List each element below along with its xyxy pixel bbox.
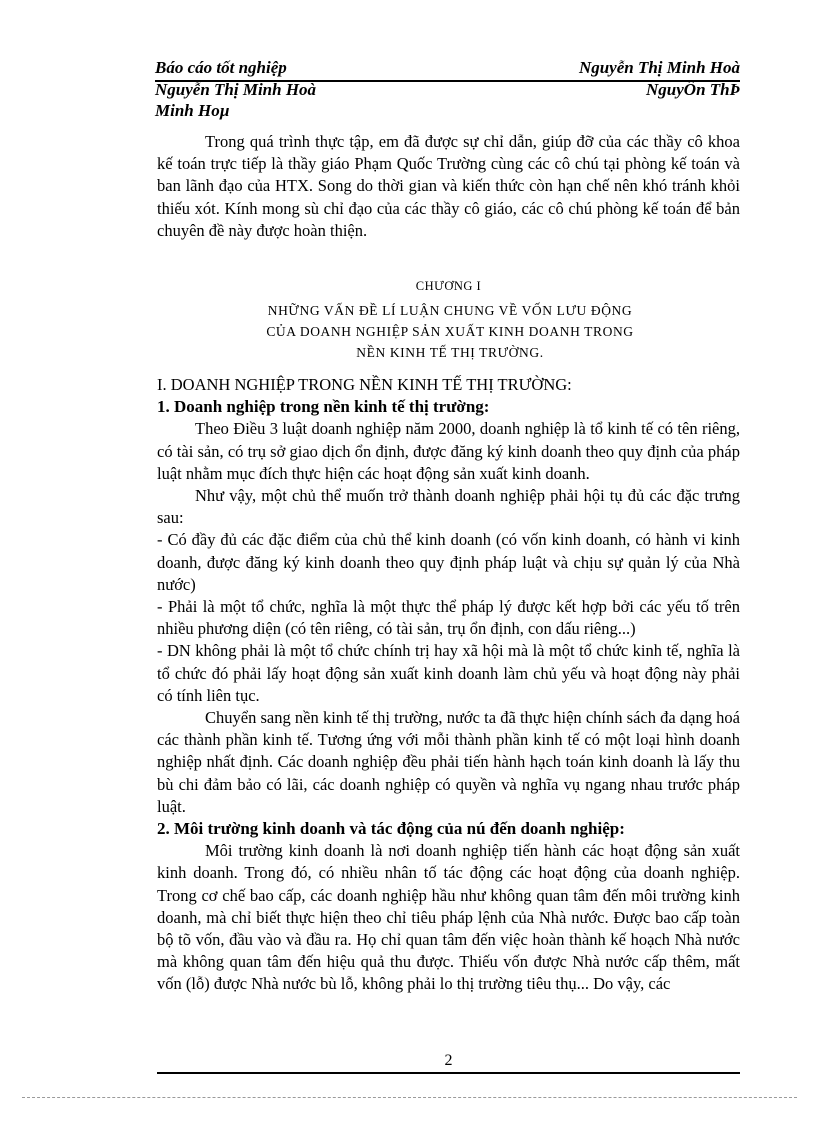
subsection-2-paragraph-1: Môi trường kinh doanh là nơi doanh nghiệp tiến hành các hoạt động sản xuất kinh doanh. Trong đó, có nhiều nhân tố tác động các hoạt động của doanh nghiệp. Trong cơ chế bao cấp, các doanh nghiệp hầu như không quan tâm đến môi trường kinh doanh, mà chỉ biết thực hiện theo chỉ tiêu pháp lệnh của Nhà nước. Được bao cấp toàn bộ tõ vốn, đầu vào và đầu ra. Họ chỉ quan tâm đến việc hoàn thành kế hoạch Nhà nước mà không quan tâm đến hiệu quả thu được. Thiếu vốn được Nhà nước cấp thêm, mất vốn (lỗ) được Nhà nước bù lỗ, không phải lo thị trường tiêu thụ... Do vậy, các <box>157 841 740 994</box>
intro-paragraph: Trong quá trình thực tập, em đã được sự chỉ dẫn, giúp đỡ của các thầy cô khoa kế toán trực tiếp là thầy giáo Phạm Quốc Trường cùng các cô chú tại phòng kế toán và ban lãnh đạo của HTX. Song do thời gian và kiến thức còn hạn chế nên khó tránh khỏi thiếu xót. Kính mong sù chỉ đạo của các thầy cô giáo, các cô chú phòng kế toán để bản chuyên đề này được hoàn thiện. <box>157 132 740 240</box>
subsection-1-heading: 1. Doanh nghiệp trong nền kinh tế thị trường: <box>157 397 490 417</box>
header-author-name-repeat: Nguyễn Thị Minh Hoà <box>155 80 317 99</box>
page-break-line <box>22 1097 797 1098</box>
page-number: 2 <box>444 1052 453 1069</box>
section-1-heading: I. DOANH NGHIỆP TRONG NỀN KINH TẾ THỊ TRƯỜNG: <box>157 375 572 394</box>
subsection-1-paragraph-2: Như vậy, một chủ thể muốn trở thành doanh nghiệp phải hội tụ đủ các đặc trưng sau: <box>157 486 740 528</box>
chapter-title-line-1: NHỮNG VẤN ĐỀ LÍ LUẬN CHUNG VỀ VỐN LƯU ĐỘNG <box>267 303 633 318</box>
bullet-item-2: - Phải là một tổ chức, nghĩa là một thực thể pháp lý được kết hợp bởi các yếu tố trên nhiều phương diện (có tên riêng, có tài sản, trụ ổn định, con dấu riêng...) <box>157 597 740 639</box>
subsection-2-heading: 2. Môi trường kinh doanh và tác động của nú đến doanh nghiệp: <box>157 819 625 839</box>
footer-rule <box>157 1072 740 1074</box>
header-author-name-tail: Minh Hoµ <box>155 101 230 120</box>
header-report-title: Báo cáo tốt nghiệp <box>155 58 287 77</box>
header-rule <box>155 80 740 82</box>
header-author-name-garbled: NguyÔn ThÞ <box>646 80 740 99</box>
subsection-1-paragraph-3: Chuyển sang nền kinh tế thị trường, nước ta đã thực hiện chính sách đa dạng hoá các thành phần kinh tế. Tương ứng với mỗi thành phần kinh tế có một loại hình doanh nghiệp nhất định. Các doanh nghiệp đều phải tiến hành hạch toán kinh doanh là lấy thu bù chi đảm bảo có lãi, các doanh nghiệp có quyền và nghĩa vụ ngang nhau trước pháp luật. <box>157 708 740 816</box>
bullet-item-3: - DN không phải là một tổ chức chính trị hay xã hội mà là một tổ chức kinh tế, nghĩa là tổ chức đó phải lấy hoạt động sản xuất kinh doanh làm chủ yếu và hoạt động này phải có tính liên tục. <box>157 641 740 705</box>
chapter-title-line-2: CỦA DOANH NGHIỆP SẢN XUẤT KINH DOANH TRONG <box>266 324 634 339</box>
chapter-label: CHƯƠNG I <box>415 279 482 293</box>
header-author-name: Nguyễn Thị Minh Hoà <box>578 58 740 77</box>
section-1-block <box>157 374 740 996</box>
intro-paragraph-block <box>157 131 740 242</box>
subsection-1-paragraph-1: Theo Điều 3 luật doanh nghiệp năm 2000, doanh nghiệp là tổ kinh tế có tên riêng, có tài sản, có trụ sở giao dịch ổn định, được đăng ký kinh doanh theo quy định của pháp luật nhằm mục đích thực hiện các hoạt động sản xuất kinh doanh. <box>157 419 740 483</box>
chapter-title <box>200 300 700 363</box>
chapter-title-line-3: NỀN KINH TẾ THỊ TRƯỜNG. <box>356 345 544 360</box>
bullet-item-1: - Có đầy đủ các đặc điểm của chủ thể kinh doanh (có vốn kinh doanh, có hành vi kinh doanh, được đăng ký kinh doanh theo quy định pháp luật và chịu sự quản lý của Nhà nước) <box>157 530 740 594</box>
